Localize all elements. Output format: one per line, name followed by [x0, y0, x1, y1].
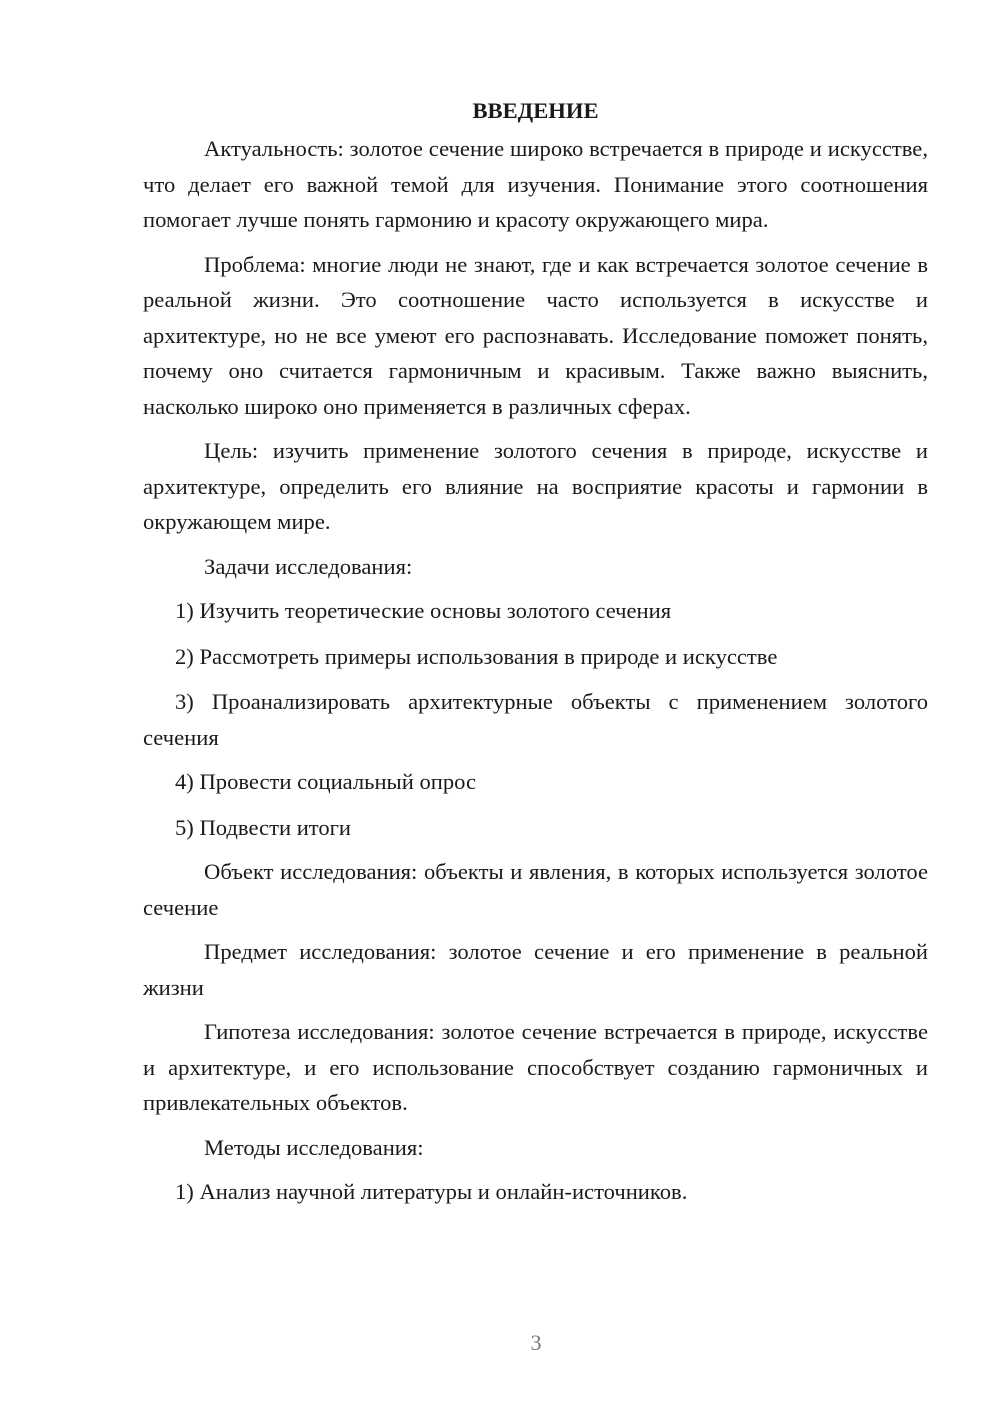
- task-item: 5) Подвести итоги: [175, 814, 352, 840]
- problem-paragraph: Проблема: многие люди не знают, где и как встречается золотое сечение в реальной жизни. Это соотношение часто используется в искусстве и архитектуре, но не все умеют его распознавать. Исследование поможет понять, почему оно считается гармоничным и красивым. Также важно выяснить, насколько широко оно применяется в различных сферах.: [143, 251, 928, 419]
- document-page: [143, 96, 928, 1219]
- hypothesis-paragraph: Гипотеза исследования: золотое сечение встречается в природе, искусстве и архитектуре, и его использование способствует созданию гармоничных и привлекательных объектов.: [143, 1019, 928, 1115]
- object-paragraph: Объект исследования: объекты и явления, в которых используется золотое сечение: [143, 859, 928, 920]
- subject-paragraph: Предмет исследования: золотое сечение и его применение в реальной жизни: [143, 939, 928, 1000]
- section-heading: ВВЕДЕНИЕ: [472, 98, 599, 123]
- goal-paragraph: Цель: изучить применение золотого сечения в природе, искусстве и архитектуре, определить его влияние на восприятие красоты и гармонии в окружающем мире.: [143, 438, 928, 534]
- method-item: 1) Анализ научной литературы и онлайн-источников.: [175, 1179, 688, 1204]
- tasks-title: Задачи исследования:: [204, 553, 413, 579]
- page-number: 3: [530, 1330, 542, 1355]
- task-item: 1) Изучить теоретические основы золотого сечения: [175, 598, 672, 623]
- methods-title: Методы исследования:: [204, 1134, 424, 1160]
- task-item: 3) Проанализировать архитектурные объекты с применением золотого сечения: [143, 689, 928, 750]
- task-item: 4) Провести социальный опрос: [175, 769, 477, 794]
- relevance-paragraph: Актуальность: золотое сечение широко встречается в природе и искусстве, что делает его важной темой для изучения. Понимание этого соотношения помогает лучше понять гармонию и красоту окружающего мира.: [143, 136, 928, 232]
- task-item: 2) Рассмотреть примеры использования в природе и искусстве: [175, 643, 778, 669]
